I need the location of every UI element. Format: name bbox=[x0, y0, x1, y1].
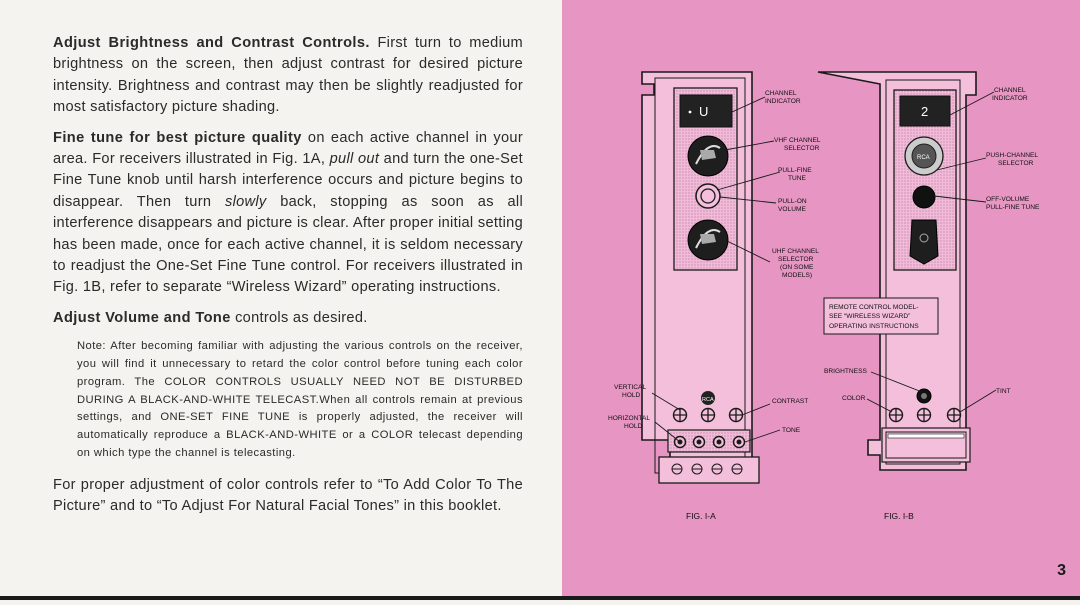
label-off-volume: OFF-VOLUME bbox=[986, 196, 1030, 203]
label-brightness: BRIGHTNESS bbox=[824, 368, 867, 375]
paragraph-color-reference: For proper adjustment of color controls refer to “To Add Color To The Picture” and to “To Adjust For Natural Facial Tones” in this booklet. bbox=[53, 476, 523, 515]
paragraph-text: controls as desired. bbox=[230, 309, 368, 326]
rca-logo-text: RCA bbox=[917, 155, 930, 161]
page-bottom-edge bbox=[0, 596, 1080, 600]
label-horizontal-hold: HORIZONTAL bbox=[608, 415, 651, 422]
remote-note-line: OPERATING INSTRUCTIONS bbox=[829, 323, 919, 330]
paragraph-volume bbox=[53, 308, 523, 329]
paragraph-text: and turn the one-Set Fine Tune knob until harsh interference occurs and picture begins to disappear. Then turn bbox=[53, 151, 523, 210]
heading-fine-tune: Fine tune for best picture quality bbox=[53, 129, 302, 146]
label-uhf-selector: (ON SOME bbox=[780, 264, 814, 271]
small-knob-center bbox=[717, 440, 722, 445]
small-knob-center bbox=[697, 440, 702, 445]
remote-control-note bbox=[829, 304, 919, 330]
paragraph-fine-tune bbox=[53, 128, 523, 299]
label-pull-fine-tune: PULL-FINE bbox=[778, 167, 812, 174]
control-panel-figure bbox=[562, 0, 1080, 600]
upper-control-row bbox=[674, 409, 743, 422]
heading-volume: Adjust Volume and Tone bbox=[53, 309, 231, 326]
paragraph-brightness bbox=[53, 33, 523, 119]
fig-1a-caption: FIG. I-A bbox=[686, 511, 716, 521]
channel-indicator-value: 2 bbox=[921, 104, 929, 119]
emphasis-slowly: slowly bbox=[224, 193, 267, 210]
label-channel-indicator: INDICATOR bbox=[765, 98, 801, 105]
paragraph-text: on each active channel in your area. For receivers illustrated in Fig. 1A, bbox=[53, 129, 524, 168]
label-color: COLOR bbox=[842, 395, 866, 402]
control-drawer bbox=[882, 428, 970, 462]
label-pull-on-volume: VOLUME bbox=[778, 206, 806, 213]
right-page bbox=[562, 0, 1080, 600]
label-channel-indicator: CHANNEL bbox=[765, 90, 797, 97]
remote-note-line: REMOTE CONTROL MODEL- bbox=[829, 304, 919, 311]
fig-1b-caption: FIG. I-B bbox=[884, 511, 914, 521]
label-vertical-hold: VERTICAL bbox=[614, 384, 647, 391]
label-channel-indicator: INDICATOR bbox=[992, 95, 1028, 102]
fig-1a bbox=[608, 72, 821, 521]
label-uhf-selector: SELECTOR bbox=[778, 256, 814, 263]
rca-logo-text: RCA bbox=[702, 397, 714, 403]
label-vhf-selector: VHF CHANNEL bbox=[774, 137, 821, 144]
control-drawer bbox=[659, 457, 759, 483]
brightness-knob-center bbox=[921, 393, 927, 399]
heading-brightness: Adjust Brightness and Contrast Controls. bbox=[53, 35, 370, 51]
paragraph-text: back, stopping as soon as all interference disappears and picture is clear. After proper initial setting has been made, once for each active channel, it is seldom necessary to readjust the One-Set Fine Tune control. For receivers illustrated in Fig. 1B, refer to separate “Wireless Wizard” operating instructions. bbox=[53, 193, 523, 296]
instructions-text bbox=[53, 33, 523, 527]
off-volume-knob[interactable] bbox=[913, 186, 935, 208]
label-pull-on-volume: PULL-ON bbox=[778, 198, 807, 205]
small-knob-center bbox=[737, 440, 742, 445]
channel-indicator-value: U bbox=[699, 104, 709, 119]
label-tone: TONE bbox=[782, 427, 801, 434]
emphasis-pull-out: pull out bbox=[329, 151, 380, 168]
note-paragraph: Note: After becoming familiar with adjusting the various controls on the receiver, you will find it unnecessary to retard the color control before tuning each color program. The COLOR CONTROLS USUALLY NEED NOT BE DISTURBED DURING A BLACK-AND-WHITE TELECAST.When all controls remain at previous settings, and ONE-SET FINE TUNE is properly adjusted, the receiver will automatically reproduce a BLACK-AND-WHITE or a COLOR telecast depending on which type the channel is telecasting. bbox=[77, 340, 523, 460]
label-vertical-hold: HOLD bbox=[622, 392, 641, 399]
label-uhf-selector: UHF CHANNEL bbox=[772, 248, 819, 255]
remote-note-line: SEE “WIRELESS WIZARD” bbox=[829, 313, 911, 320]
label-off-volume: PULL-FINE TUNE bbox=[986, 204, 1040, 211]
indicator-dot bbox=[689, 111, 692, 114]
label-vhf-selector: SELECTOR bbox=[784, 145, 820, 152]
label-contrast: CONTRAST bbox=[772, 398, 809, 405]
label-push-channel-selector: PUSH-CHANNEL bbox=[986, 152, 1039, 159]
pull-fine-tune-knob[interactable] bbox=[696, 184, 720, 208]
label-push-channel-selector: SELECTOR bbox=[998, 160, 1034, 167]
page-number: 3 bbox=[1057, 562, 1066, 579]
label-uhf-selector: MODELS) bbox=[782, 272, 813, 279]
label-tint: TINT bbox=[996, 388, 1011, 395]
label-channel-indicator: CHANNEL bbox=[994, 87, 1026, 94]
paragraph-text: First turn to medium brightness on the screen, then adjust contrast for desired picture intensity. Brightness and contrast may then be slightly readjusted for most satisfactory picture shading. bbox=[53, 35, 523, 116]
fig-1b bbox=[818, 72, 1040, 521]
label-pull-fine-tune: TUNE bbox=[788, 175, 806, 182]
drawer-label-strip bbox=[888, 434, 964, 438]
label-horizontal-hold: HOLD bbox=[624, 423, 643, 430]
